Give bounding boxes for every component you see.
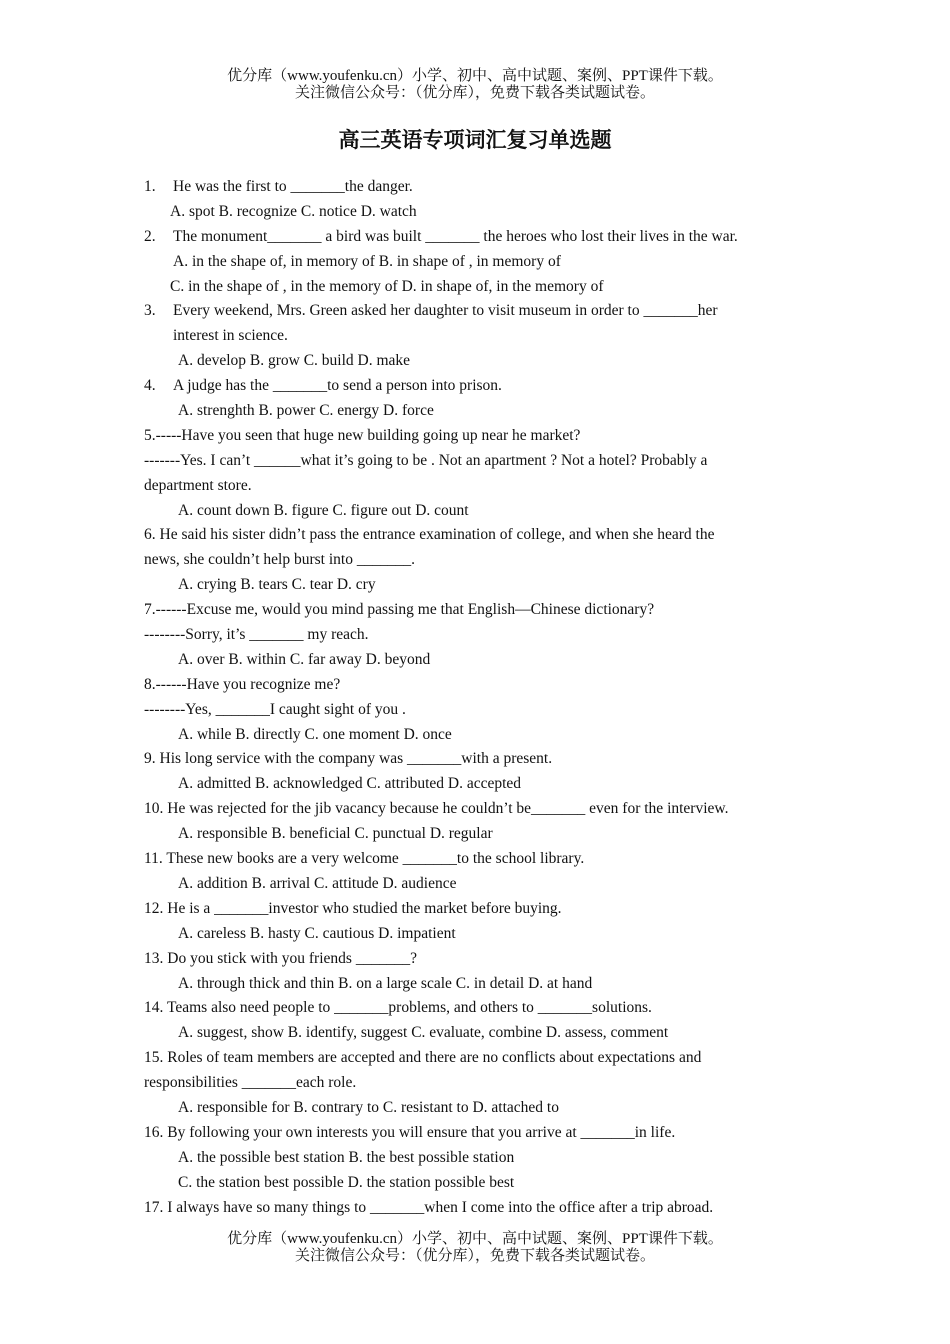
question-stem: 14. Teams also need people to _______problems, and others to _______solutions.: [144, 999, 652, 1017]
header-line-1: 优分库（www.youfenku.cn）小学、初中、高中试题、案例、PPT课件下载。: [227, 68, 723, 84]
page-header: [0, 68, 950, 102]
question-stem: 8.------Have you recognize me?: [144, 675, 341, 693]
answer-options: A. the possible best station B. the best possible station: [178, 1148, 515, 1166]
header-line-2: 关注微信公众号：（优分库），免费下载各类试题试卷。: [294, 85, 655, 101]
question-stem: 9. His long service with the company was _______with a present.: [144, 750, 553, 768]
answer-options: A. suggest, show B. identify, suggest C. evaluate, combine D. assess, comment: [178, 1024, 669, 1042]
question-list: [144, 175, 806, 1220]
question-stem: 17. I always have so many things to _______when I come into the office after a trip abroad.: [144, 1198, 714, 1216]
question-text-continued: responsibilities _______each role.: [144, 1074, 357, 1092]
answer-options: A. through thick and thin B. on a large scale C. in detail D. at hand: [178, 974, 593, 992]
answer-options: A. spot B. recognize C. notice D. watch: [170, 202, 417, 220]
question-text-continued: interest in science.: [173, 327, 288, 345]
question-stem: 11. These new books are a very welcome _______to the school library.: [144, 850, 585, 868]
question-stem: 16. By following your own interests you will ensure that you arrive at _______in life.: [144, 1123, 676, 1141]
answer-options: A. over B. within C. far away D. beyond: [178, 650, 431, 668]
page-footer: [0, 1231, 950, 1265]
answer-options: A. while B. directly C. one moment D. once: [178, 725, 452, 743]
answer-options: A. responsible for B. contrary to C. resistant to D. attached to: [178, 1098, 559, 1116]
question-stem: [144, 299, 806, 324]
answer-options: A. addition B. arrival C. attitude D. audience: [178, 874, 457, 892]
question-stem: 5.-----Have you seen that huge new building going up near he market?: [144, 426, 581, 444]
footer-line-2: 关注微信公众号：（优分库），免费下载各类试题试卷。: [294, 1248, 655, 1264]
page-title: 高三英语专项词汇复习单选题: [338, 128, 612, 152]
question-stem: 6. He said his sister didn’t pass the entrance examination of college, and when she heard the: [144, 526, 715, 544]
question-number: 2.: [144, 227, 156, 245]
answer-options: A. count down B. figure C. figure out D. count: [178, 501, 469, 519]
question-text: The monument_______ a bird was built _______ the heroes who lost their lives in the war.: [173, 227, 738, 245]
answer-options: A. crying B. tears C. tear D. cry: [178, 576, 376, 594]
footer-line-1: 优分库（www.youfenku.cn）小学、初中、高中试题、案例、PPT课件下载。: [227, 1231, 723, 1247]
question-text-continued: news, she couldn’t help burst into _______.: [144, 551, 415, 569]
answer-options: A. strenghth B. power C. energy D. force: [178, 402, 434, 420]
question-stem: [144, 175, 806, 200]
answer-options: A. responsible B. beneficial C. punctual D. regular: [178, 825, 493, 843]
answer-options: C. in the shape of , in the memory of D. in shape of, in the memory of: [170, 277, 604, 295]
question-stem: 12. He is a _______investor who studied the market before buying.: [144, 899, 562, 917]
question-stem: [144, 374, 806, 399]
question-stem: 7.------Excuse me, would you mind passing me that English—Chinese dictionary?: [144, 601, 655, 619]
answer-options: C. the station best possible D. the station possible best: [178, 1173, 515, 1191]
answer-options: A. careless B. hasty C. cautious D. impatient: [178, 924, 456, 942]
answer-options: A. admitted B. acknowledged C. attributed D. accepted: [178, 775, 522, 793]
question-text: He was the first to _______the danger.: [173, 178, 413, 195]
question-stem: 13. Do you stick with you friends _______?: [144, 949, 417, 967]
answer-options: A. in the shape of, in memory of B. in shape of , in memory of: [173, 252, 561, 270]
answer-options: A. develop B. grow C. build D. make: [178, 352, 411, 370]
dialogue-line-continued: department store.: [144, 476, 252, 494]
question-text: A judge has the _______to send a person into prison.: [173, 377, 502, 395]
question-number: 3.: [144, 302, 156, 320]
question-number: 4.: [144, 377, 156, 395]
dialogue-line: -------Yes. I can’t ______what it’s going to be . Not an apartment ? Not a hotel? Probably a: [144, 451, 708, 469]
dialogue-line: --------Yes, _______I caught sight of you .: [144, 700, 406, 718]
question-text: Every weekend, Mrs. Green asked her daughter to visit museum in order to _______her: [173, 302, 718, 320]
question-number: 1.: [144, 178, 156, 195]
question-stem: 15. Roles of team members are accepted and there are no conflicts about expectations and: [144, 1049, 702, 1067]
question-stem: [144, 225, 806, 250]
dialogue-line: --------Sorry, it’s _______ my reach.: [144, 626, 369, 644]
question-stem: 10. He was rejected for the jib vacancy because he couldn’t be_______ even for the interview.: [144, 800, 729, 818]
